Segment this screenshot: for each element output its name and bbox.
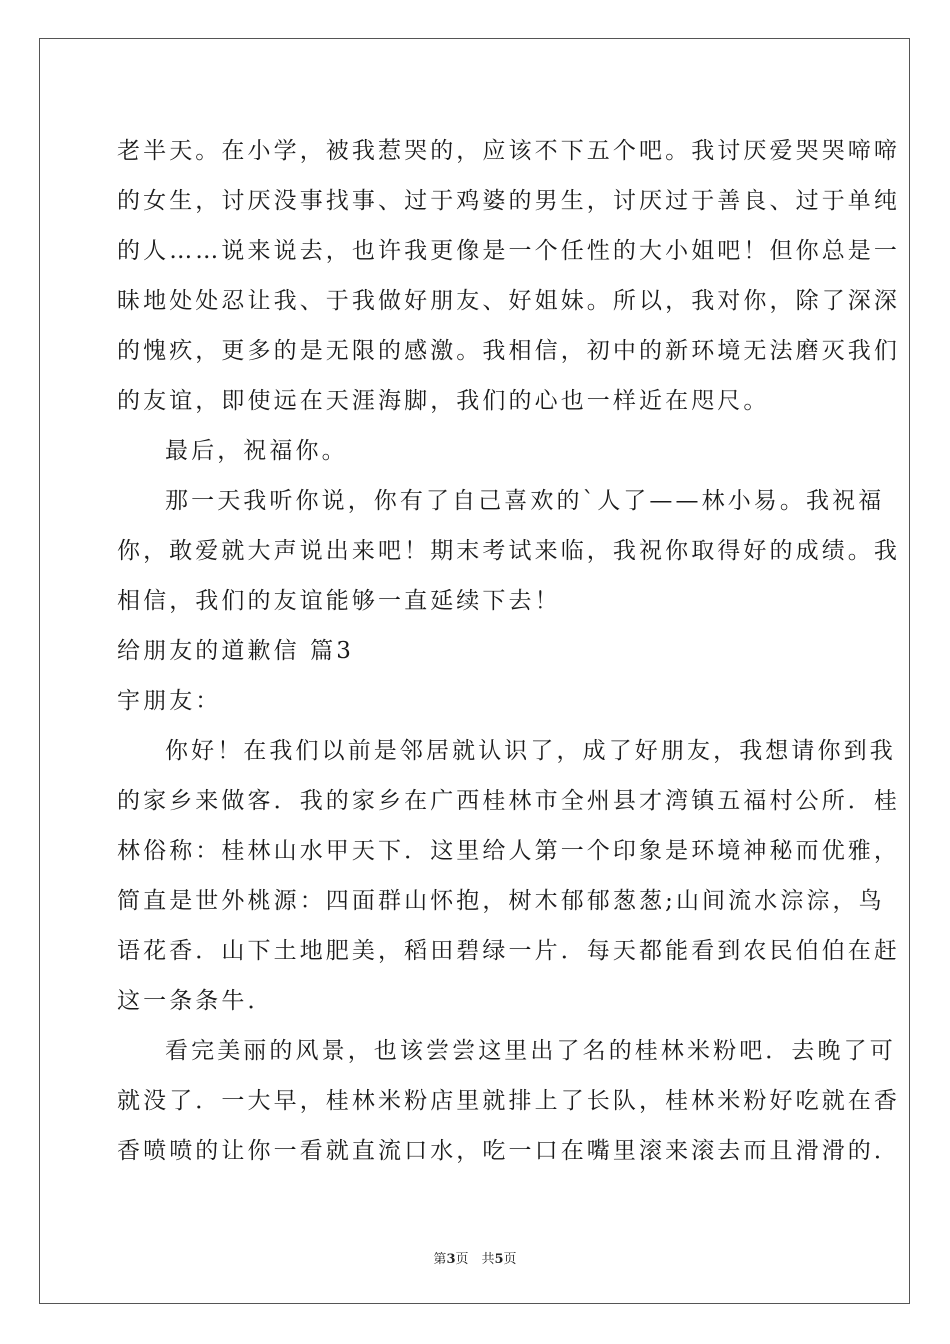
text-line: 林俗称：桂林山水甲天下．这里给人第一个印象是环境神秘而优雅， (117, 838, 900, 864)
text-line: 简直是世外桃源：四面群山怀抱，树木郁郁葱葱;山间流水淙淙，鸟 (117, 888, 885, 914)
text-line: 老半天。在小学，被我惹哭的，应该不下五个吧。我讨厌爱哭哭啼啼 (117, 138, 900, 164)
text-line: 你，敢爱就大声说出来吧！期末考试来临，我祝你取得好的成绩。我 (117, 538, 900, 564)
text-line: 的愧疚，更多的是无限的感激。我相信，初中的新环境无法磨灭我们 (117, 338, 900, 364)
text-line: 最后，祝福你。 (165, 438, 348, 464)
text-line: 相信，我们的友谊能够一直延续下去！ (117, 588, 561, 614)
text-line: 语花香．山下土地肥美，稻田碧绿一片．每天都能看到农民伯伯在赶 (117, 938, 900, 964)
text-line: 香喷喷的让你一看就直流口水，吃一口在嘴里滚来滚去而且滑滑的． (117, 1138, 900, 1164)
page-footer (0, 1248, 950, 1267)
footer-suffix: 页 (503, 1252, 517, 1267)
text-line: 宇朋友： (117, 688, 222, 714)
footer-prefix: 第 (433, 1252, 447, 1267)
text-line: 看完美丽的风景，也该尝尝这里出了名的桂林米粉吧．去晚了可 (165, 1038, 896, 1064)
text-line: 这一条条牛． (117, 988, 274, 1014)
text-line: 给朋友的道歉信 篇3 (117, 638, 354, 664)
text-line: 昧地处处忍让我、于我做好朋友、好姐妹。所以，我对你，除了深深 (117, 288, 900, 314)
text-line: 的友谊，即使远在天涯海脚，我们的心也一样近在咫尺。 (117, 388, 770, 414)
footer-mid: 页 共 (455, 1252, 495, 1267)
text-line: 的人……说来说去，也许我更像是一个任性的大小姐吧！但你总是一 (117, 238, 900, 264)
text-line: 那一天我听你说，你有了自己喜欢的`人了——林小易。我祝福 (165, 488, 885, 514)
footer-total-pages: 5 (494, 1252, 504, 1267)
text-line: 的女生，讨厌没事找事、过于鸡婆的男生，讨厌过于善良、过于单纯 (117, 188, 900, 214)
text-line: 你好！在我们以前是邻居就认识了，成了好朋友，我想请你到我 (165, 738, 896, 764)
text-line: 的家乡来做客．我的家乡在广西桂林市全州县才湾镇五福村公所．桂 (117, 788, 900, 814)
document-body (117, 126, 900, 1176)
text-line: 就没了．一大早，桂林米粉店里就排上了长队，桂林米粉好吃就在香 (117, 1088, 900, 1114)
footer-current-page: 3 (446, 1252, 456, 1267)
